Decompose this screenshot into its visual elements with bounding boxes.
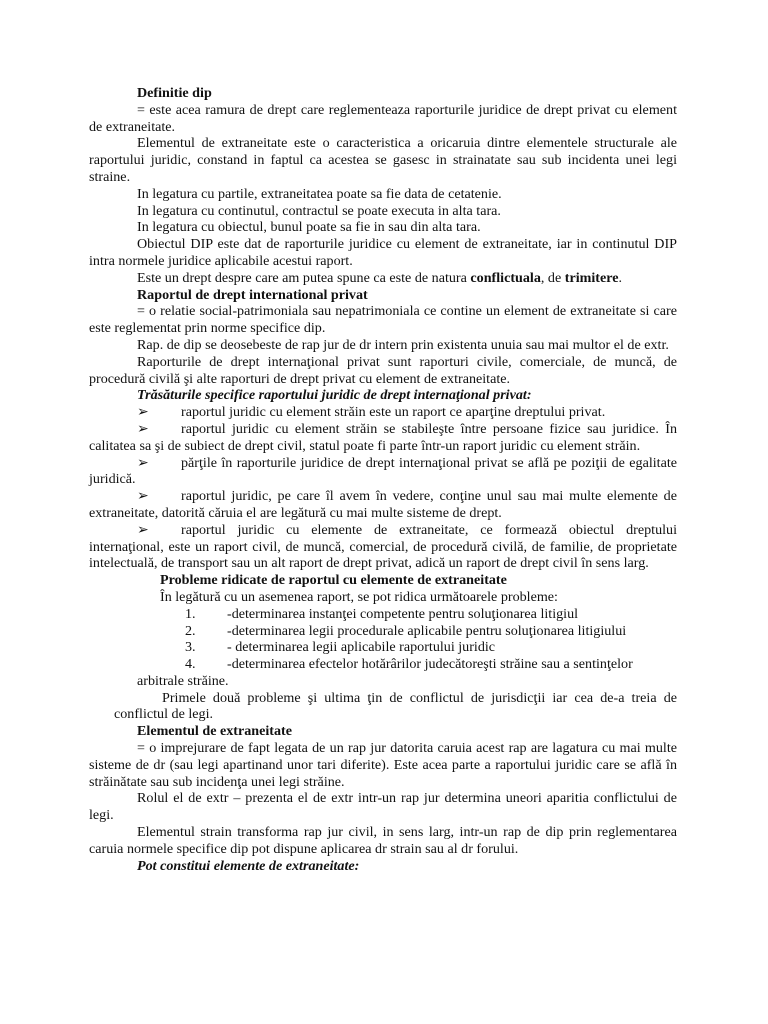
heading-definitie-dip: Definitie dip [137, 85, 212, 101]
list-number: 1. [185, 605, 196, 622]
problems-list [89, 606, 677, 673]
bullet-list [89, 404, 677, 572]
list-item [89, 623, 677, 640]
text-segment: . [618, 269, 623, 286]
list-text: - determinarea legii aplicabile raportului juridic [227, 639, 496, 656]
paragraph-extraneitate: Elementul de extraneitate este o caracteristica a oricaruia dintre elementele structurale ale raportului juridic, constand in faptul ca acestea se gasesc in strainatate sau sub incidenta unei legi straine. [89, 135, 677, 185]
paragraph-continutul: In legatura cu continutul, contractul se poate executa in alta tara. [137, 202, 501, 219]
bullet-item [89, 455, 677, 489]
arrow-bullet-icon: ➢ [137, 521, 149, 538]
list-text: -determinarea instanţei competente pentru soluţionarea litigiul [227, 605, 579, 622]
list-text: -determinarea legii procedurale aplicabile pentru soluţionarea litigiului [227, 622, 627, 639]
arrow-bullet-icon: ➢ [137, 454, 149, 471]
arrow-bullet-icon: ➢ [137, 488, 149, 505]
bullet-item [89, 421, 677, 455]
arrow-bullet-icon: ➢ [137, 420, 149, 437]
text-segment: , de [540, 269, 565, 286]
list-item [89, 639, 677, 656]
paragraph-element-strain: Elementul strain transforma rap jur civil, in sens larg, intr-un rap de dip prin reglementarea caruia normele specifice dip pot dispune aplicarea dr strain sau al dr forului. [89, 824, 677, 857]
paragraph-partile: In legatura cu partile, extraneitatea poate sa fie data de cetatenie. [137, 185, 502, 202]
heading-raportul: Raportul de drept international privat [137, 286, 368, 303]
definition-element: = o imprejurare de fapt legata de un rap jur datorita caruia acest rap are lagatura cu mai multe sisteme de dr (sau legi apartinand unor tari diferite). Este acea parte a raportului juridic care se află în străinătate sau sub incidenţa unei legi străine. [89, 740, 677, 790]
heading-element-extraneitate: Elementul de extraneitate [137, 723, 292, 740]
bold-trimitere: trimitere [564, 269, 619, 286]
paragraph-deosebeste: Rap. de dip se deosebeste de rap jur de dr intern prin existenta unuia sau mai multor el de extr. [137, 336, 669, 353]
bullet-item [89, 522, 677, 572]
list-number: 2. [185, 622, 196, 639]
list-continuation: arbitrale străine. [137, 672, 229, 689]
bullet-text: părţile în raporturile juridice de drept internaţional privat se află pe poziţii de egalitate juridică. [89, 454, 677, 488]
paragraph-conflicte: Primele două probleme şi ultima ţin de conflictul de jurisdicţii iar cea de-a treia de conflictul de legi. [114, 689, 677, 723]
heading-pot-constitui: Pot constitui elemente de extraneitate: [137, 857, 360, 874]
paragraph-natura [89, 270, 677, 287]
heading-trasaturi: Trăsăturile specifice raportului juridic de drept internaţional privat: [137, 387, 532, 404]
bold-conflictuala: conflictuala [470, 269, 541, 286]
paragraph-probleme-intro: În legătură cu un asemenea raport, se pot ridica următoarele probleme: [160, 588, 558, 605]
bullet-text: raportul juridic cu elemente de extraneitate, ce formează obiectul dreptului internaţional, este un raport civil, de muncă, comercial, de procedură civilă, de familie, de proprietate intelectuală, de transport sau un alt raport de drept privat, adică un raport de drept civil în sens larg. [89, 521, 677, 572]
list-number: 4. [185, 656, 196, 673]
list-item [89, 656, 677, 673]
list-number: 3. [185, 639, 196, 656]
text-segment: Este un drept despre care am putea spune ca este de natura [137, 269, 471, 286]
paragraph-obiectul: In legatura cu obiectul, bunul poate sa fie in sau din alta tara. [137, 219, 481, 236]
heading-probleme: Probleme ridicate de raportul cu elemente de extraneitate [160, 572, 507, 589]
definition-dip: = este acea ramura de drept care reglementeaza raporturile juridice de drept privat cu element de extraneitate. [89, 101, 677, 135]
bullet-item [89, 404, 677, 421]
bullet-item [89, 488, 677, 522]
paragraph-raporturile: Raporturile de drept internaţional privat sunt raporturi civile, comerciale, de muncă, de procedură civilă şi alte raporturi de drept privat cu element de extraneitate. [89, 353, 677, 387]
bullet-text: raportul juridic cu element străin se stabileşte între persoane fizice sau juridice. În calitatea sa şi de subiect de drept civil, statul poate fi parte într-un raport juridic cu element străin. [89, 420, 677, 454]
definition-raport: = o relatie social-patrimoniala sau nepatrimoniala ce contine un element de extraneitate si care este reglementat prin norme specifice dip. [89, 303, 677, 337]
bullet-text: raportul juridic cu element străin este un raport ce aparţine dreptului privat. [181, 404, 606, 421]
bullet-text: raportul juridic, pe care îl avem în vedere, conţine unul sau mai multe elemente de extraneitate, datorită căruia el are legătură cu mai multe sisteme de drept. [89, 488, 677, 521]
list-item [89, 606, 677, 623]
arrow-bullet-icon: ➢ [137, 404, 149, 421]
list-text: -determinarea efectelor hotărârilor judecătoreşti străine sau a sentinţelor [227, 656, 633, 673]
paragraph-obiectul-dip: Obiectul DIP este dat de raporturile juridice cu element de extraneitate, iar in continutul DIP intra normele juridice aplicabile acestui raport. [89, 236, 677, 269]
paragraph-rolul: Rolul el de extr – prezenta el de extr intr-un rap jur determina uneori aparitia conflictului de legi. [89, 790, 677, 824]
